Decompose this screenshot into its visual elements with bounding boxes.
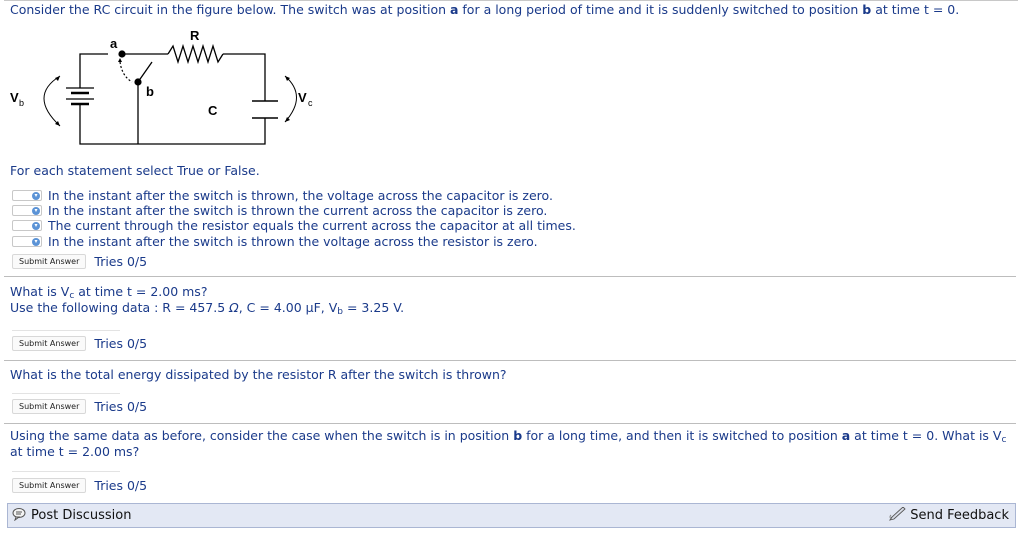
part3-submit-row — [12, 397, 147, 415]
submit-answer-button[interactable]: Submit Answer — [12, 336, 86, 351]
feedback-icon — [889, 507, 910, 525]
tries-counter: Tries 0/5 — [94, 477, 148, 493]
figure-label-vb: V — [10, 90, 19, 105]
select-arrow-icon: ▾ — [32, 222, 40, 230]
part4-submit-row — [12, 476, 147, 494]
figure-label-vc: V — [298, 90, 307, 105]
section-divider — [4, 360, 1016, 361]
send-feedback-link[interactable]: Send Feedback — [889, 507, 1009, 525]
part2-data: Use the following data : R = 457.5 Ω, C = 4.00 μF, $V_b = 3.25$ V. — [10, 300, 405, 317]
statement-row — [12, 218, 576, 232]
true-false-select[interactable] — [12, 236, 42, 247]
part3-question: What is the total energy dissipated by the resistor R after the switch is thrown? — [10, 367, 507, 382]
statement-row — [12, 234, 538, 248]
part1-submit-row — [12, 252, 147, 270]
top-divider — [4, 0, 1018, 1]
problem-intro: Consider the RC circuit in the figure below. The switch was at position a for a long period of time and it is suddenly switched to position b at time t = 0. — [10, 2, 960, 17]
true-false-select[interactable] — [12, 205, 42, 216]
part4-question: Using the same data as before, consider the case when the switch is in position b for a long time, and then it is switched to position a at time t = 0. What is $V_c$ at time t = 2.00 ms? — [10, 428, 1007, 459]
submit-answer-button[interactable]: Submit Answer — [12, 399, 86, 414]
statement-text: In the instant after the switch is thrown, the voltage across the capacitor is zero. — [48, 187, 553, 203]
statement-text: In the instant after the switch is thrown the current across the capacitor is zero. — [48, 202, 548, 218]
figure-label-vb-sub: b — [19, 98, 25, 108]
answer-input[interactable] — [12, 393, 120, 394]
answer-input[interactable] — [12, 471, 120, 472]
post-discussion-link[interactable]: Post Discussion — [12, 507, 131, 525]
select-arrow-icon: ▾ — [32, 238, 40, 246]
tries-counter: Tries 0/5 — [94, 398, 148, 414]
statement-text: In the instant after the switch is thrown the voltage across the resistor is zero. — [48, 233, 538, 249]
statement-text: The current through the resistor equals the current across the capacitor at all times. — [48, 217, 576, 233]
submit-answer-button[interactable]: Submit Answer — [12, 254, 86, 269]
true-false-select[interactable] — [12, 220, 42, 231]
submit-answer-button[interactable]: Submit Answer — [12, 478, 86, 493]
discussion-bar — [7, 503, 1016, 528]
true-false-prompt: For each statement select True or False. — [10, 163, 260, 178]
true-false-select[interactable] — [12, 190, 42, 201]
tries-counter: Tries 0/5 — [94, 335, 148, 351]
select-arrow-icon: ▾ — [32, 192, 40, 200]
select-arrow-icon: ▾ — [32, 207, 40, 215]
statement-row — [12, 203, 547, 217]
figure-label-R: R — [190, 28, 200, 43]
section-divider — [4, 276, 1016, 277]
tries-counter: Tries 0/5 — [94, 253, 148, 269]
rc-circuit-figure — [0, 26, 340, 156]
section-divider — [4, 423, 1016, 424]
statement-row — [12, 188, 553, 202]
position-a-label: a — [450, 2, 459, 17]
figure-label-a: a — [110, 36, 118, 51]
answer-input[interactable] — [12, 330, 120, 331]
discussion-icon — [12, 507, 31, 525]
figure-label-b: b — [146, 84, 154, 99]
figure-label-C: C — [208, 103, 218, 118]
part2-submit-row — [12, 334, 147, 352]
position-b-label: b — [862, 2, 872, 17]
figure-label-vc-sub: c — [308, 98, 313, 108]
part2-question: What is $V_c$ at time t = 2.00 ms? — [10, 284, 208, 301]
